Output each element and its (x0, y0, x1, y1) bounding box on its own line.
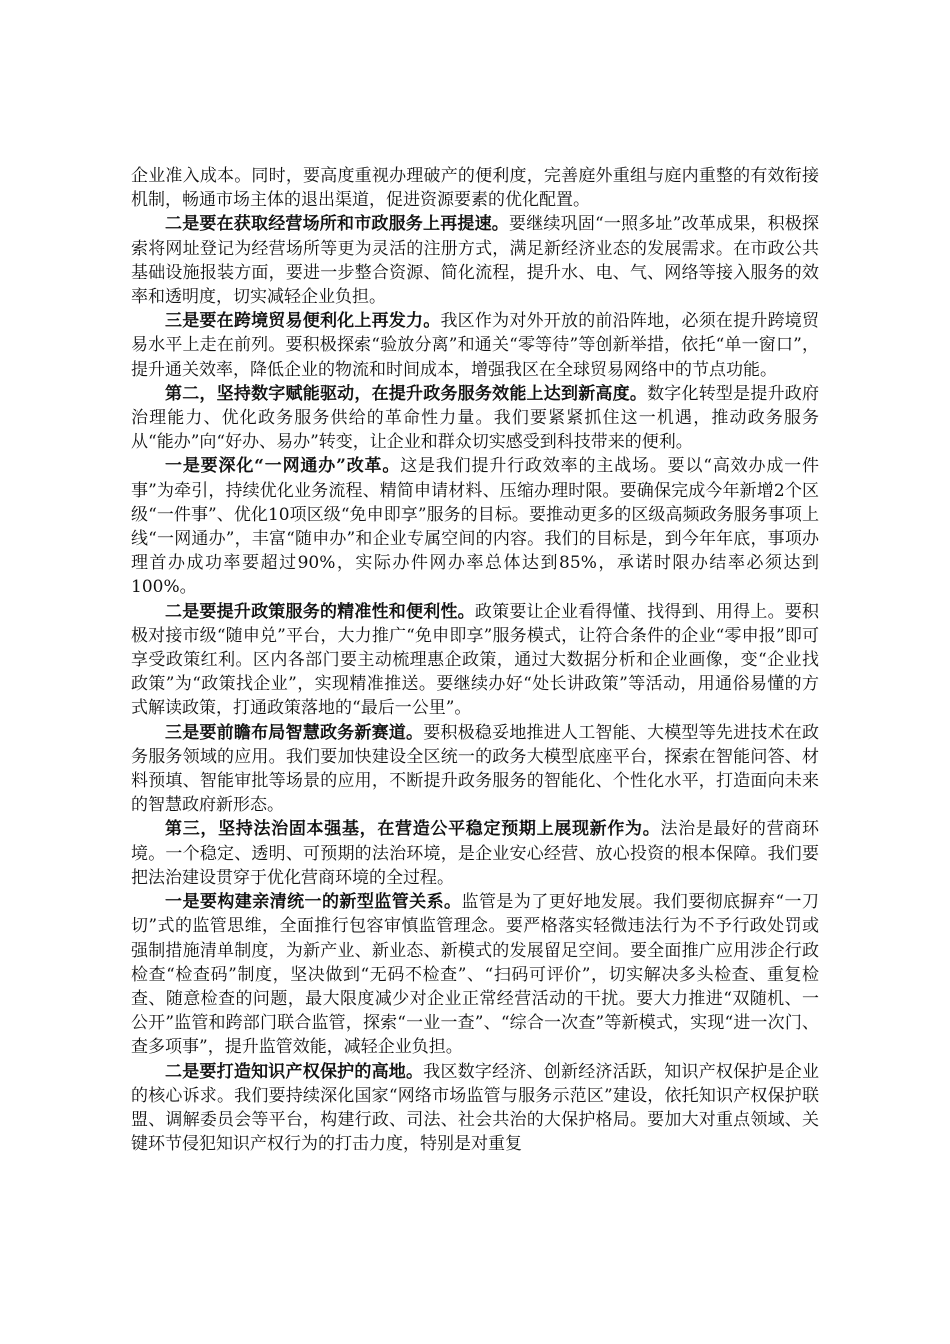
paragraph-8 (131, 817, 819, 890)
paragraph-6-lead: 二是要提升政策服务的精准性和便利性。 (165, 601, 475, 622)
paragraph-5 (131, 454, 819, 599)
paragraph-9-lead: 一是要构建亲清统一的新型监管关系。 (165, 892, 462, 913)
paragraph-4 (131, 382, 819, 455)
paragraph-10-text: 我区数字经济、创新经济活跃，知识产权保护是企业的核心诉求。我们要持续深化国家“网络市场监管与服务示范区”建设，依托知识产权保护联盟、调解委员会等平台，构建行政、司法、社会共治的大保护格局。要加大对重点领域、关键环节侵犯知识产权行为的打击力度，特别是对重复 (131, 1061, 820, 1155)
paragraph-4-text: 数字化转型是提升政府治理能力、优化政务服务供给的革命性力量。我们要紧紧抓住这一机遇，推动政务服务从“能办”向“好办、易办”转变，让企业和群众切实感受到科技带来的便利。 (131, 383, 820, 453)
paragraph-2-lead: 二是要在获取经营场所和市政服务上再提速。 (165, 214, 510, 235)
paragraph-8-text: 法治是最好的营商环境。一个稳定、透明、可预期的法治环境，是企业安心经营、放心投资的根本保障。我们要把法治建设贯穿于优化营商环境的全过程。 (131, 819, 820, 888)
paragraph-9-text: 监管是为了更好地发展。我们要彻底摒弃“一刀切”式的监管思维，全面推行包容审慎监管理念。要严格落实轻微违法行为不予行政处罚或强制措施清单制度，为新产业、新业态、新模式的发展留足空间。要全面推广应用涉企行政检查“检查码”制度，坚决做到“无码不检查”、“扫码可评价”，切实解决多头检查、重复检查、随意检查的问题，最大限度减少对企业正常经营活动的干扰。要大力推进“双随机、一公开”监管和跨部门联合监管，探索“一业一查”、“综合一次查”等新模式，实现“进一次门、查多项事”，提升监管效能，减轻企业负担。 (131, 892, 819, 1058)
paragraph-2 (131, 212, 819, 309)
paragraph-6-text: 政策要让企业看得懂、找得到、用得上。要积极对接市级“随申兑”平台，大力推广“免申即享”服务模式，让符合条件的企业“零申报”即可享受政策红利。区内各部门要主动梳理惠企政策，通过大数据分析和企业画像，变“企业找政策”为“政策找企业”，实现精准推送。要继续办好“处长讲政策”等活动，用通俗易懂的方式解读政策，打通政策落地的“最后一公里”。 (131, 601, 820, 719)
paragraph-3 (131, 309, 819, 382)
paragraph-1 (131, 164, 819, 212)
paragraph-5-text: 这是我们提升行政效率的主战场。要以“高效办成一件事”为牵引，持续优化业务流程、精简申请材料、压缩办理时限。要确保完成今年新增2个区级“一件事”、优化10项区级“免申即享”服务的目标。要推动更多的区级高频政务服务事项上线“一网通办”，丰富“随申办”和企业专属空间的内容。我们的目标是，到今年年底，事项办理首办成功率要超过90%，实际办件网办率总体达到85%，承诺时限办结率必须达到100%。 (131, 456, 819, 598)
paragraph-1-text: 企业准入成本。同时，要高度重视办理破产的便利度，完善庭外重组与庭内重整的有效衔接机制，畅通市场主体的退出渠道，促进资源要素的优化配置。 (131, 166, 819, 211)
paragraph-4-lead: 第二，坚持数字赋能驱动，在提升政务服务效能上达到新高度。 (165, 383, 648, 404)
paragraph-7 (131, 721, 819, 818)
paragraph-2-text: 要继续巩固“一照多址”改革成果，积极探索将网址登记为经营场所等更为灵活的注册方式，满足新经济业态的发展需求。在市政公共基础设施报装方面，要进一步整合资源、简化流程，提升水、电、气、网络等接入服务的效率和透明度，切实减轻企业负担。 (131, 214, 820, 308)
paragraph-10-lead: 二是要打造知识产权保护的高地。 (165, 1061, 424, 1082)
paragraph-8-lead: 第三，坚持法治固本强基，在营造公平稳定预期上展现新作为。 (165, 819, 661, 840)
paragraph-3-text: 我区作为对外开放的前沿阵地，必须在提升跨境贸易水平上走在前列。要积极探索“验放分离”和通关“零等待”等创新举措，依托“单一窗口”，提升通关效率，降低企业的物流和时间成本，增强我区在全球贸易网络中的节点功能。 (131, 311, 820, 380)
paragraph-7-text: 要积极稳妥地推进人工智能、大模型等先进技术在政务服务领域的应用。我们要加快建设全区统一的政务大模型底座平台，探索在智能问答、材料预填、智能审批等场景的应用，不断提升政务服务的智能化、个性化水平，打造面向未来的智慧政府新形态。 (131, 722, 820, 816)
document-body (131, 164, 819, 1156)
paragraph-6 (131, 600, 819, 721)
paragraph-5-lead: 一是要深化“一网通办”改革。 (165, 456, 401, 477)
paragraph-3-lead: 三是要在跨境贸易便利化上再发力。 (165, 311, 441, 332)
paragraph-9 (131, 890, 819, 1059)
paragraph-10 (131, 1060, 819, 1157)
paragraph-7-lead: 三是要前瞻布局智慧政务新赛道。 (165, 722, 424, 743)
